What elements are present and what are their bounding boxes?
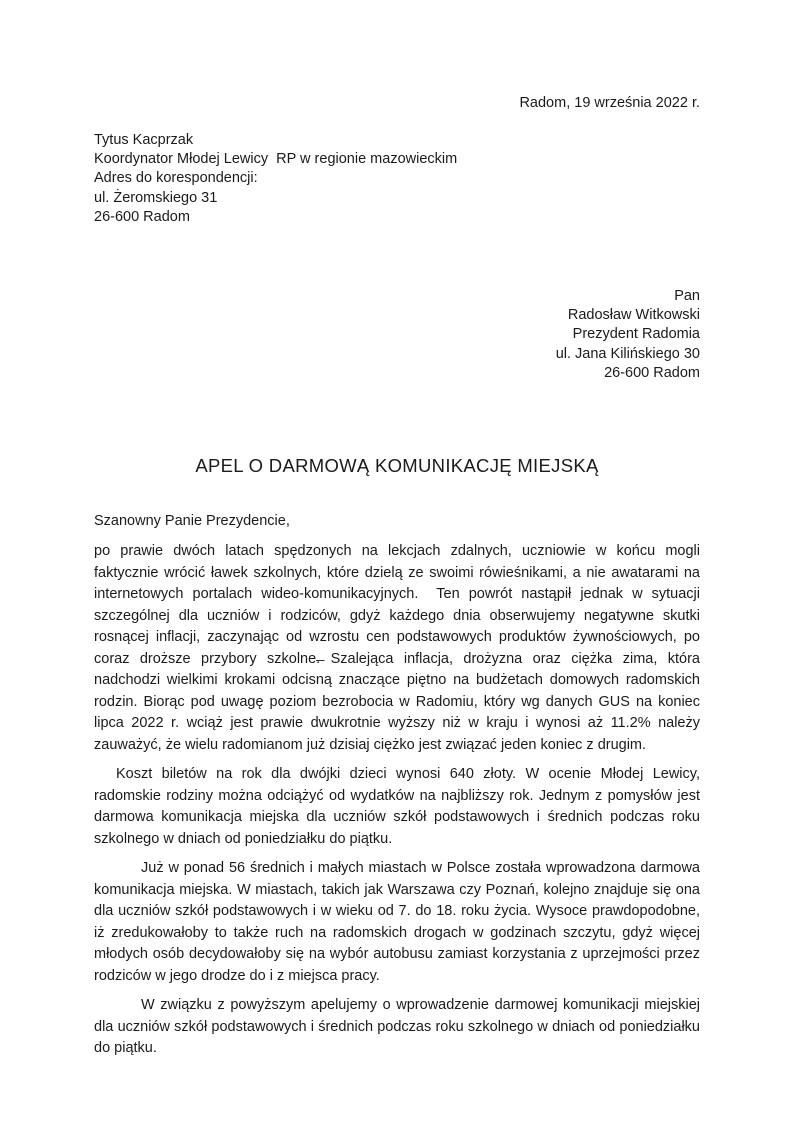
paragraph-intro: po prawie dwóch latach spędzonych na lekcjach zdalnych, uczniowie w końcu mogli faktycznie wrócić ławek szkolnych, które dzielą ze swoimi rówieśnikami, a nie awatarami na internetowych portalach wideo-komunikacyjnych. Ten powrót nastąpił jednak w sytuacji szczególnej dla uczniów i rodziców, gdyż każdego dnia obserwujemy negatywne skutki rosnącej inflacji, zaczynając od wzrostu cen podstawowych produktów żywnościowych, po coraz droższe przybory szkolne.̶ Szalejąca inflacja, drożyzna oraz ciężka zima, która nadchodzi wielkimi krokami odcisną znaczące piętno na budżetach domowych radomskich rodzin. Biorąc pod uwagę poziom bezrobocia w Radomiu, który wg danych GUS na koniec lipca 2022 r. wciąż jest prawie dwukrotnie wyższy niż w kraju i wynosi aż 11.2% należy zauważyć, że wielu radomianom już dzisiaj ciężko jest związać jeden koniec z drugim. <box>94 543 705 753</box>
recipient-street: ul. Jana Kilińskiego 30 <box>555 345 700 362</box>
sender-name: Tytus Kacprzak <box>94 132 194 148</box>
paragraph-examples: Już w ponad 56 średnich i małych miastach w Polsce została wprowadzona darmowa komunikacja miejska. W miastach, takich jak Warszawa czy Poznań, kolejno znajduje się ona dla uczniów szkół podstawowych i w wieku od 7. do 18. roku życia. Wysoce prawdopodobne, iż zredukowałoby to także ruch na radomskich drogach w godzinach szczytu, gdyż więcej młodych osób decydowałoby się na wybór autobusu zamiast korzystania z uprzejmości przez rodziców w jego drodze do i z miejsca pracy. <box>94 860 705 984</box>
recipient-role: Prezydent Radomia <box>572 326 700 343</box>
recipient-name: Radosław Witkowski <box>567 307 700 324</box>
sender-block <box>94 131 700 227</box>
sender-city: 26-600 Radom <box>94 208 190 225</box>
sender-address-label: Adres do korespondencji: <box>94 170 258 187</box>
recipient-block <box>94 287 700 383</box>
paragraph-appeal: W związku z powyższym apelujemy o wprowadzenie darmowej komunikacji miejskiej dla uczniów szkół podstawowych i średnich podczas roku szkolnego w dniach od poniedziałku do piątku. <box>94 997 705 1057</box>
salutation: Szanowny Panie Prezydencie, <box>94 513 290 530</box>
sender-role: Koordynator Młodej Lewicy RP w regionie mazowieckim <box>94 151 458 168</box>
letter-title: APEL O DARMOWĄ KOMUNIKACJĘ MIEJSKĄ <box>195 455 599 477</box>
recipient-honorific: Pan <box>674 288 700 305</box>
sender-street: ul. Żeromskiego 31 <box>94 189 218 206</box>
recipient-city: 26-600 Radom <box>604 364 700 381</box>
paragraph-costs: Koszt biletów na rok dla dwójki dzieci wynosi 640 złoty. W ocenie Młodej Lewicy, radomskie rodziny można odciążyć od wydatków na najbliższy rok. Jednym z pomysłów jest darmowa komunikacja miejska dla uczniów szkół podstawowych i średnich podczas roku szkolnego w dniach od poniedziałku do piątku. <box>94 766 705 847</box>
date-line: Radom, 19 września 2022 r. <box>519 95 700 111</box>
